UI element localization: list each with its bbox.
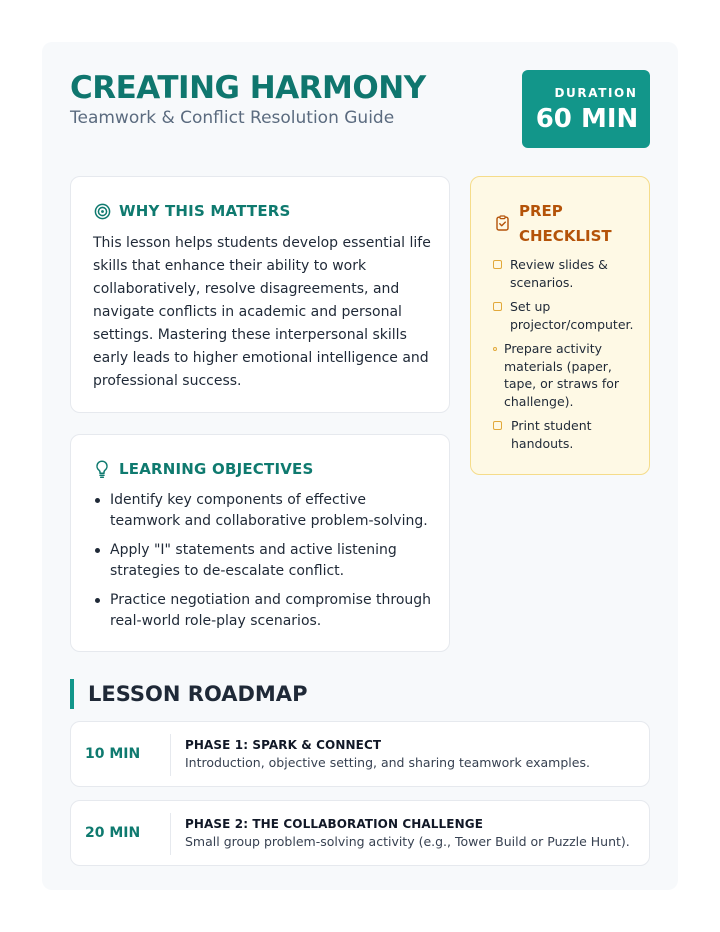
why-this-matters-card (70, 176, 450, 413)
objective-item: Practice negotiation and compromise through real-world role-play scenarios. (93, 590, 433, 632)
phase-duration: 10 MIN (85, 746, 141, 762)
learning-objectives-card (70, 434, 450, 652)
checklist-item-label: Review slides & scenarios. (510, 257, 608, 290)
page-subtitle: Teamwork & Conflict Resolution Guide (70, 108, 395, 128)
phase-description: Small group problem-solving activity (e.g., Tower Build or Puzzle Hunt). (185, 834, 630, 849)
why-body-text: This lesson helps students develop essential life skills that enhance their ability to work collaboratively, resolve disagreements, and navigate conflicts in academic and personal settings. Mastering these interpersonal skills early leads to higher emotional intelligence and professional success. (93, 235, 431, 389)
roadmap-phase-2 (70, 800, 650, 866)
phase-divider (170, 813, 171, 855)
checkbox-icon[interactable] (493, 260, 502, 269)
checklist-item[interactable] (493, 340, 643, 410)
phase-title: PHASE 1: SPARK & CONNECT (185, 738, 382, 752)
prep-heading-text: PREP CHECKLIST (519, 202, 612, 245)
checklist-item-label: Prepare activity materials (paper, tape, or straws for challenge). (504, 341, 620, 409)
roadmap-heading: LESSON ROADMAP (70, 679, 307, 709)
objectives-list (93, 490, 433, 640)
phase-title: PHASE 2: THE COLLABORATION CHALLENGE (185, 817, 483, 831)
checklist-item-label: Set up projector/computer. (510, 299, 634, 332)
why-heading (93, 201, 291, 221)
page-title: CREATING HARMONY (70, 70, 426, 106)
page-header (70, 70, 650, 150)
objective-item: Apply "I" statements and active listening strategies to de-escalate conflict. (93, 540, 433, 582)
objectives-heading (93, 459, 313, 479)
roadmap-phase-1 (70, 721, 650, 787)
duration-badge (522, 70, 650, 148)
clipboard-check-icon (493, 214, 511, 232)
prep-heading (493, 199, 629, 249)
target-icon (93, 202, 111, 220)
checkbox-icon[interactable] (493, 347, 497, 351)
checklist-item[interactable] (493, 256, 643, 291)
objectives-heading-text: LEARNING OBJECTIVES (119, 460, 314, 478)
checklist-item[interactable] (493, 417, 643, 452)
checklist-item-label: Print student handouts. (511, 418, 592, 451)
objective-item: Identify key components of effective teamwork and collaborative problem-solving. (93, 490, 433, 532)
why-heading-text: WHY THIS MATTERS (119, 202, 291, 220)
prep-checklist (493, 256, 643, 459)
phase-duration: 20 MIN (85, 825, 141, 841)
phase-divider (170, 734, 171, 776)
duration-value: 60 MIN (535, 104, 639, 134)
prep-checklist-card (470, 176, 650, 475)
checkbox-icon[interactable] (493, 421, 502, 430)
duration-label: DURATION (554, 86, 638, 100)
lesson-page (42, 42, 678, 890)
checkbox-icon[interactable] (493, 302, 502, 311)
checklist-item[interactable] (493, 298, 643, 333)
phase-description: Introduction, objective setting, and sharing teamwork examples. (185, 755, 590, 770)
lightbulb-icon (93, 460, 111, 478)
